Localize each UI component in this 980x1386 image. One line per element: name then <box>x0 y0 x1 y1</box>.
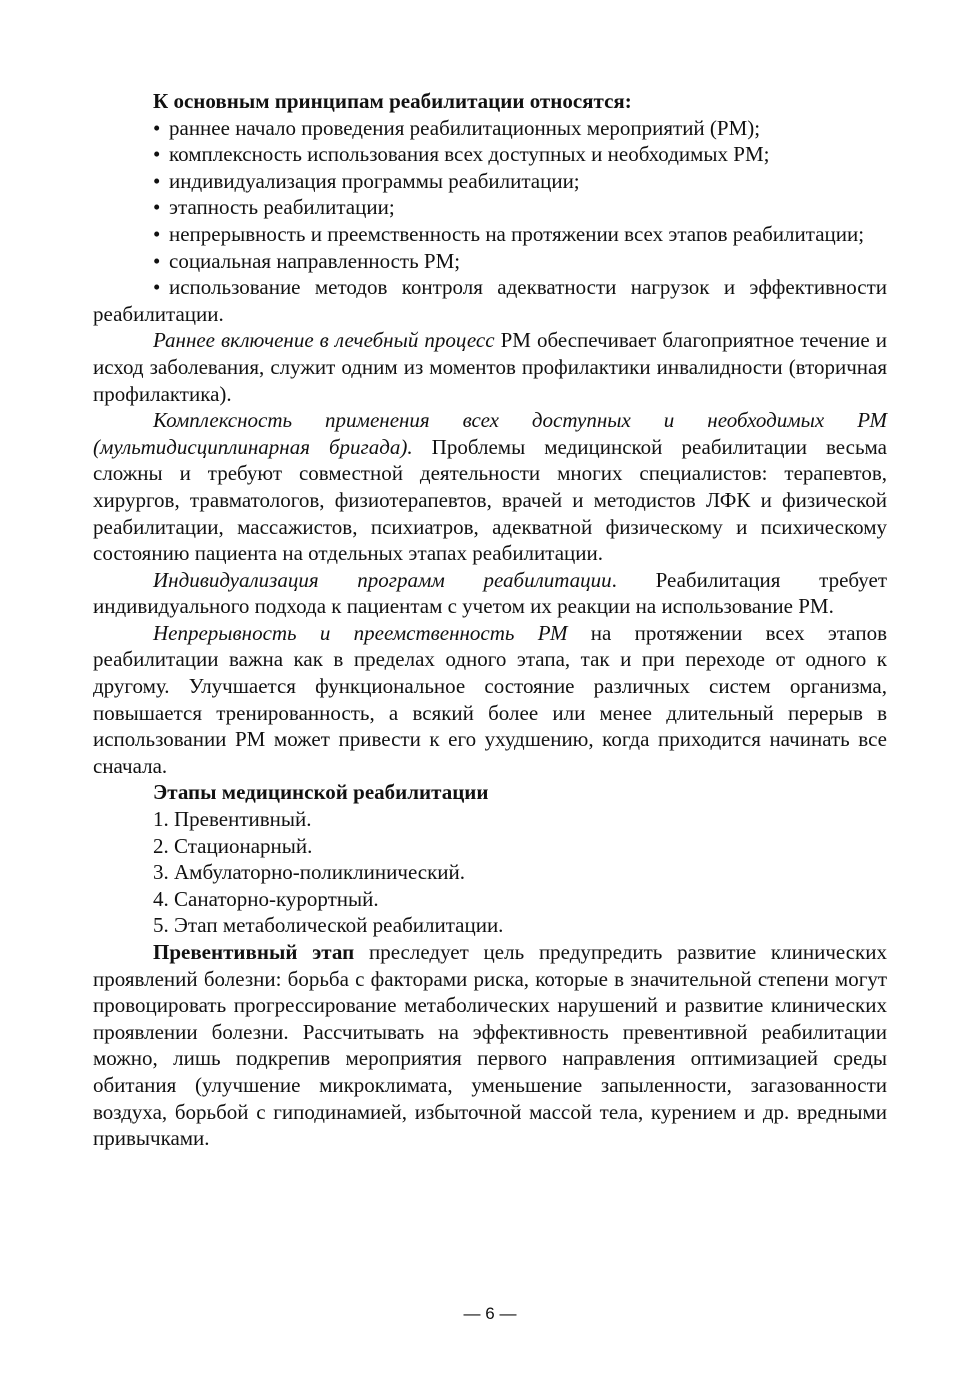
bullet-icon: • <box>153 195 161 220</box>
principle-text: комплексность использования всех доступных и необходимых РМ; <box>169 142 770 167</box>
paragraph-text: на протяжении всех этапов реабилитации важна как в пределах одного этапа, так и при переходе от одного к другому. Улучшается функциональное состояние различных систем организма, повышается тренированность, а всякий более или менее длительный перерыв в использовании РМ может привести к его ухудшению, когда приходится начинать все сначала. <box>93 620 887 778</box>
paragraph-individual <box>93 567 887 620</box>
paragraph-lead-bold: Превентивный этап <box>153 940 355 964</box>
bullet-icon: • <box>153 142 161 167</box>
principle-item <box>93 248 887 275</box>
page-body <box>93 88 887 1152</box>
principle-item <box>93 221 887 248</box>
bullet-icon: • <box>153 275 161 300</box>
paragraph-text: . Реабилитация требует индивидуального подхода к пациентам с учетом их реакции на использование РМ. <box>93 567 887 619</box>
bullet-icon: • <box>153 221 161 246</box>
paragraph-complex <box>93 407 887 567</box>
principle-text: социальная направленность РМ; <box>169 248 461 273</box>
principles-heading: К основным принципам реабилитации относятся: <box>153 89 632 113</box>
principle-text: этапность реабилитации; <box>169 195 395 220</box>
bullet-icon: • <box>153 115 161 140</box>
bullet-icon: • <box>153 248 161 273</box>
paragraph-preventive <box>93 939 887 1152</box>
paragraph-lead: Непрерывность и преемственность РМ <box>153 620 568 645</box>
paragraph-continuity <box>93 620 887 780</box>
principle-item <box>93 115 887 142</box>
paragraph-text: РМ обеспечивает благоприятное течение и исход заболевания, служит одним из моментов профилактики инвалидности (вторичная профилактика). <box>93 328 887 406</box>
principle-item <box>93 274 887 327</box>
principle-text: непрерывность и преемственность на протяжении всех этапов реабилитации; <box>169 221 865 246</box>
stage-item: 1. Превентивный. <box>153 807 312 832</box>
principle-text: использование методов контроля адекватности нагрузок и эффективности реабилитации. <box>93 275 887 326</box>
stage-item: 5. Этап метаболической реабилитации. <box>153 913 504 938</box>
stage-item: 3. Амбулаторно-поликлинический. <box>153 860 466 885</box>
bullet-icon: • <box>153 168 161 193</box>
principle-text: раннее начало проведения реабилитационных мероприятий (РМ); <box>169 115 761 140</box>
stage-item: 2. Стационарный. <box>153 833 313 858</box>
principle-text: индивидуализация программы реабилитации; <box>169 168 580 193</box>
stages-heading: Этапы медицинской реабилитации <box>153 780 489 805</box>
stage-item: 4. Санаторно-курортный. <box>153 886 379 911</box>
paragraph-lead: Комплексность применения всех доступных и необходимых РМ (мультидисциплинарная бригада). <box>93 408 887 459</box>
principle-item <box>93 194 887 221</box>
page-number: — 6 — <box>463 1304 517 1323</box>
paragraph-lead: Индивидуализация программ реабилитации <box>153 567 612 592</box>
paragraph-text: преследует цель предупредить развитие клинических проявлений болезни: борьба с факторами риска, которые в значительной степени могут провоцировать прогрессирование метаболических нарушений и развитие клинических проявлении болезни. Рассчитывать на эффективность превентивной реабилитации можно, лишь подкрепив мероприятия первого направления оптимизацией среды обитания (улучшение микроклимата, уменьшение запыленности, загазованности воздуха, борьбой с гиподинамией, избыточной массой тела, курением и др. вредными привычками. <box>93 940 887 1151</box>
paragraph-text: Проблемы медицинской реабилитации весьма сложны и требуют совместной деятельности многих специалистов: терапевтов, хирургов, травматологов, физиотерапевтов, врачей и методистов ЛФК и физической реабилитации, массажистов, психиатров, адекватной физическому и психическому состоянию пациента на отдельных этапах реабилитации. <box>93 434 888 566</box>
paragraph-lead: Раннее включение в лечебный процесс <box>153 328 495 353</box>
paragraph-early <box>93 327 887 407</box>
principle-item <box>93 168 887 195</box>
principle-item <box>93 141 887 168</box>
